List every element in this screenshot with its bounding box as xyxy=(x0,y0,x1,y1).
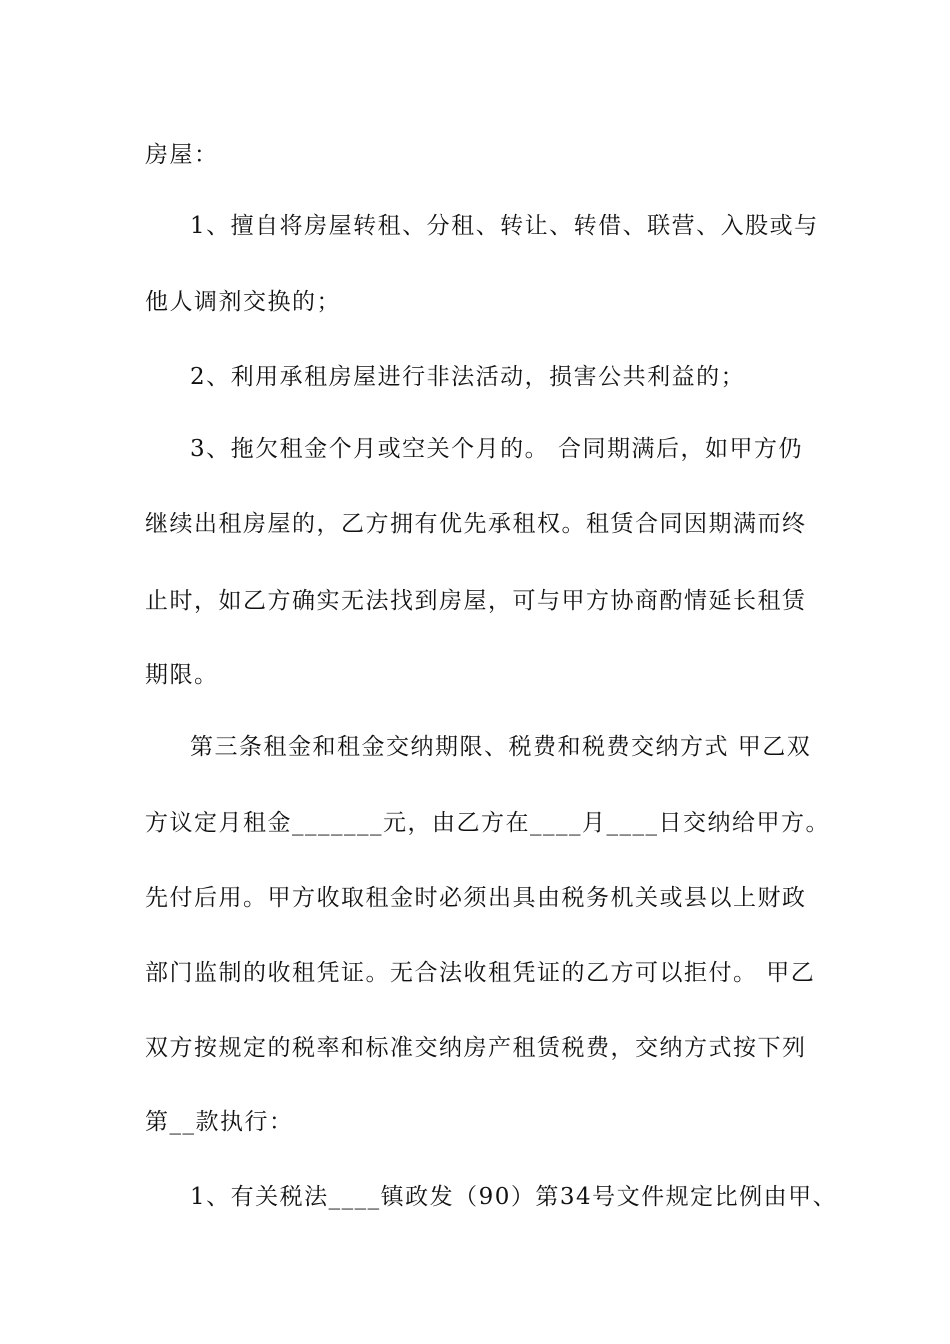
text-line: 期限。 xyxy=(145,662,219,688)
text-line: 部门监制的收租凭证。无合法收租凭证的乙方可以拒付。 甲乙 xyxy=(145,960,816,986)
text-line: 房屋： xyxy=(145,142,219,168)
text-line: 2、利用承租房屋进行非法活动，损害公共利益的； xyxy=(190,364,746,390)
text-line: 1、擅自将房屋转租、分租、转让、转借、联营、入股或与 xyxy=(190,213,819,239)
text-line: 1、有关税法____镇政发（90）第34号文件规定比例由甲、 xyxy=(190,1184,838,1210)
text-line: 继续出租房屋的，乙方拥有优先承租权。租赁合同因期满而终 xyxy=(145,511,807,537)
text-line: 3、拖欠租金个月或空关个月的。 合同期满后，如甲方仍 xyxy=(190,436,803,462)
text-line: 第__款执行： xyxy=(145,1109,294,1135)
text-line: 双方按规定的税率和标准交纳房产租赁税费，交纳方式按下列 xyxy=(145,1035,807,1061)
text-line: 第三条租金和租金交纳期限、税费和税费交纳方式 甲乙双 xyxy=(190,734,812,760)
text-line: 止时，如乙方确实无法找到房屋，可与甲方协商酌情延长租赁 xyxy=(145,588,807,614)
text-line: 方议定月租金_______元，由乙方在____月____日交纳给甲方。 xyxy=(145,810,830,836)
text-line: 先付后用。甲方收取租金时必须出具由税务机关或县以上财政 xyxy=(145,885,807,911)
text-line: 他人调剂交换的； xyxy=(145,289,341,315)
